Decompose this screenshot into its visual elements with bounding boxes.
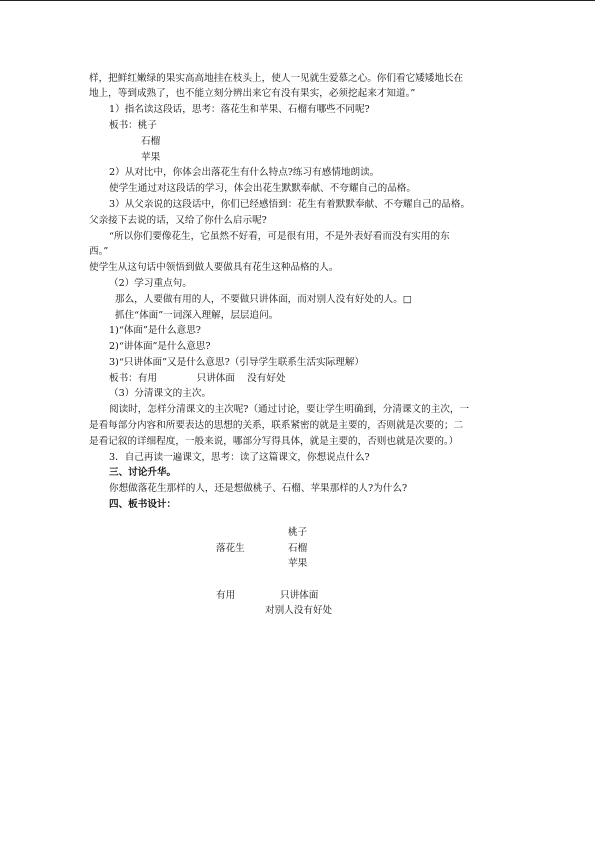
text-line: 样，把鲜红嫩绿的果实高高地挂在枝头上，使人一见就生爱慕之心。你们看它矮矮地长在 bbox=[89, 73, 464, 84]
text-line: 板书：桃子 bbox=[109, 120, 157, 131]
text-line: 石榴 bbox=[141, 136, 161, 147]
text-line: 抓住“体面”一词深入理解，层层追问。 bbox=[115, 310, 279, 321]
text-line: 2)“讲体面”是什么意思? bbox=[109, 341, 211, 352]
text-line: 那么，人要做有用的人，不要做只讲体面，而对别人没有好处的人。□ bbox=[115, 294, 412, 305]
section-heading: 三、讨论升华。 bbox=[109, 467, 177, 478]
text-line: 1)“体面”是什么意思? bbox=[109, 325, 201, 336]
text-line: 是看记叙的详细程度，一般来说，哪部分写得具体，就是主要的，否则也就是次要的。） bbox=[89, 436, 459, 447]
text-line: 使学生通过对这段话的学习，体会出花生默默奉献、不夸耀自己的品格。 bbox=[109, 183, 416, 194]
section-heading: 四、板书设计： bbox=[109, 499, 177, 510]
board-useful: 有用 bbox=[216, 590, 236, 601]
text-line: 3．自己再读一遍课文，思考：读了这篇课文，你想说点什么? bbox=[109, 452, 370, 463]
text-line: 3)“只讲体面”又是什么意思?（引导学生联系生活实际理解） bbox=[109, 357, 365, 368]
board-peach: 桃子 bbox=[288, 527, 308, 538]
text-line: 1）指名读这段话，思考：落花生和苹果、石榴有哪些不同呢? bbox=[109, 104, 370, 115]
text-line: “所以你们要像花生，它虽然不好看，可是很有用，不是外表好看而没有实用的东 bbox=[109, 231, 450, 242]
board-pomegranate: 石榴 bbox=[288, 543, 308, 554]
text-line: （3）分清课文的主次。 bbox=[109, 388, 212, 399]
text-line: 3）从父亲说的这段话中，你们已经感悟到：花生有着默默奉献、不夸耀自己的品格。 bbox=[109, 199, 471, 210]
board-face-only: 只讲体面 bbox=[280, 590, 319, 601]
text-line: 板书：有用 只讲体面 没有好处 bbox=[109, 373, 286, 384]
text-line: （2）学习重点句。 bbox=[109, 278, 192, 289]
text-line: 地上，等到成熟了，也不能立刻分辨出来它有没有果实，必须挖起来才知道。” bbox=[89, 88, 416, 99]
text-line: 西。” bbox=[89, 246, 109, 257]
page-top-border bbox=[0, 0, 595, 1]
text-line: 阅读时，怎样分清课文的主次呢?（通过讨论，要让学生明确到，分清课文的主次，一 bbox=[109, 404, 470, 415]
text-line: 2）从对比中，你体会出落花生有什么特点?练习有感情地朗读。 bbox=[109, 167, 380, 178]
text-line: 你想做落花生那样的人，还是想做桃子、石榴、苹果那样的人?为什么? bbox=[109, 483, 408, 494]
text-line: 使学生从这句话中领悟到做人要做具有花生这种品格的人。 bbox=[89, 262, 339, 273]
text-line: 是看每部分内容和所要表达的思想的关系，联系紧密的就是主要的，否则就是次要的；二 bbox=[89, 420, 464, 431]
text-line: 父亲接下去说的话，又给了你什么启示呢? bbox=[89, 215, 267, 226]
board-apple: 苹果 bbox=[288, 558, 308, 569]
text-line: 苹果 bbox=[141, 152, 161, 163]
board-no-benefit: 对别人没有好处 bbox=[265, 605, 333, 616]
board-peanut: 落花生 bbox=[216, 543, 245, 554]
